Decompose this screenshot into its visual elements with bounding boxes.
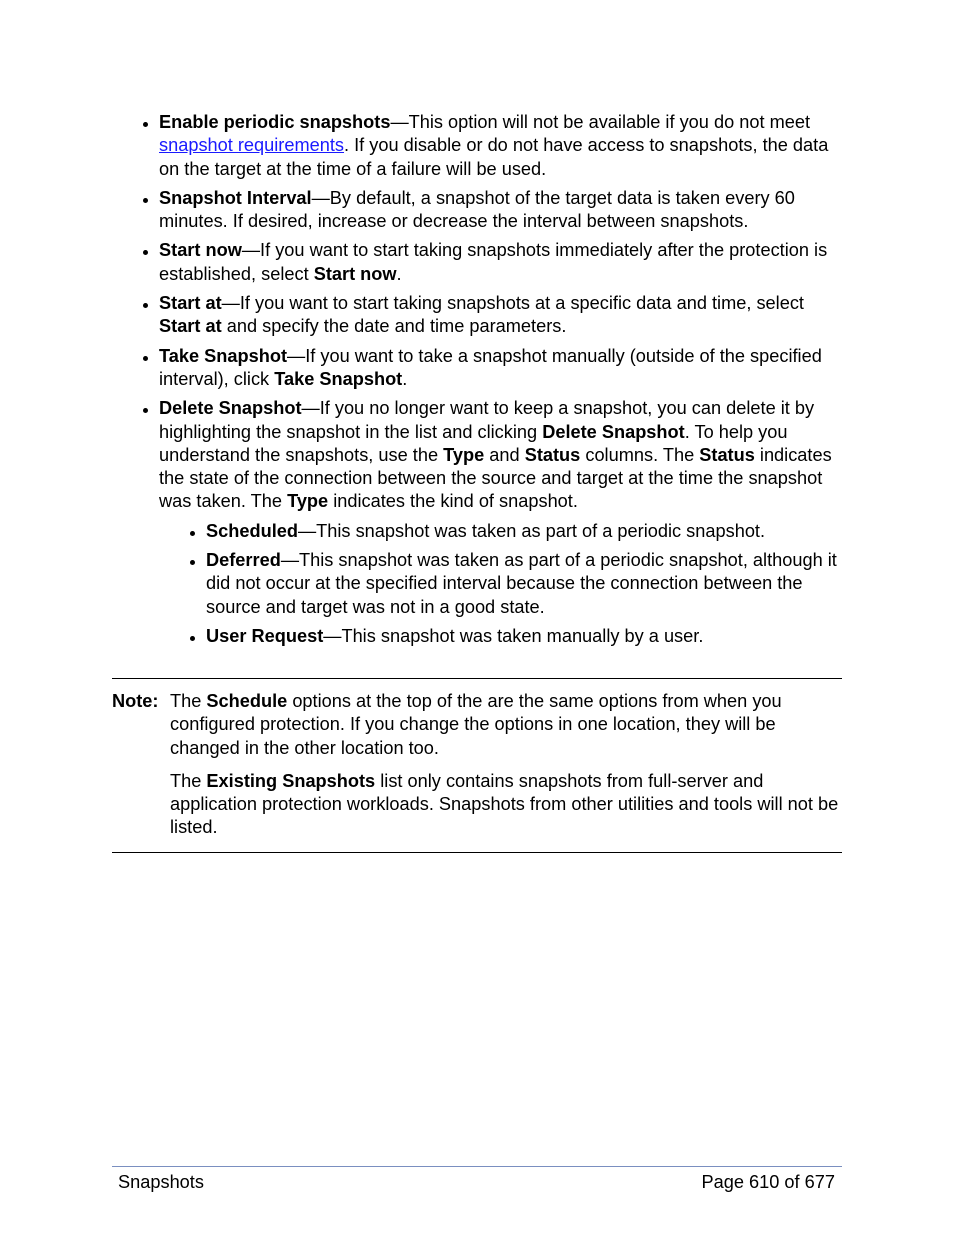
type-term: Deferred bbox=[206, 550, 281, 571]
option-bold: Start at bbox=[159, 316, 222, 337]
option-text: —This option will not be available if you do not meet bbox=[390, 112, 811, 132]
note-text: list only contains snapshots from full-server and application protection workloads. Snapshots from other utilities and tools will not be listed. bbox=[170, 770, 839, 838]
option-term: Snapshot Interval bbox=[159, 187, 312, 208]
list-item bbox=[159, 345, 849, 392]
note-text: options at the top of the are the same options from when you configured protection. If you change the options in one location, they will be changed in the other location too. bbox=[170, 691, 782, 758]
list-item bbox=[159, 111, 849, 181]
type-term: User Request bbox=[206, 625, 324, 646]
option-list bbox=[159, 111, 849, 654]
option-text: —If you want to start taking snapshots immediately after the protection is established, select bbox=[159, 240, 828, 284]
type-term: Scheduled bbox=[206, 520, 298, 541]
type-text: —This snapshot was taken manually by a user. bbox=[323, 625, 704, 646]
option-text: and specify the date and time parameters. bbox=[221, 316, 567, 337]
footer-divider bbox=[112, 1166, 842, 1167]
note-box bbox=[112, 690, 842, 850]
note-text: The bbox=[170, 691, 207, 711]
option-bold: Status bbox=[524, 444, 581, 465]
option-text: —If you want to take a snapshot manually (outside of the specified interval), click bbox=[159, 345, 822, 389]
note-bold: Existing Snapshots bbox=[206, 770, 376, 791]
option-text: . If you disable or do not have access to snapshots, the data on the target at the time of a failure will be used. bbox=[159, 135, 829, 179]
option-text: . To help you understand the snapshots, use the bbox=[159, 421, 788, 465]
note-text: The bbox=[170, 770, 207, 791]
option-text: indicates the state of the connection between the source and target at the time the snapshot was taken. The bbox=[159, 444, 832, 512]
option-text: indicates the kind of snapshot. bbox=[328, 491, 578, 512]
list-item bbox=[159, 397, 849, 648]
option-text: . bbox=[402, 368, 408, 389]
note-bottom-divider bbox=[112, 852, 842, 853]
note-label: Note: bbox=[112, 691, 159, 711]
option-bold: Delete Snapshot bbox=[542, 421, 685, 442]
option-text: and bbox=[484, 444, 525, 465]
option-term: Take Snapshot bbox=[159, 345, 288, 366]
option-term: Delete Snapshot bbox=[159, 398, 302, 419]
option-bold: Type bbox=[443, 444, 485, 465]
option-bold: Start now bbox=[313, 263, 397, 284]
option-text: —If you want to start taking snapshots at a specific data and time, select bbox=[221, 293, 804, 314]
option-term: Start at bbox=[159, 293, 222, 314]
option-bold: Take Snapshot bbox=[274, 368, 403, 389]
list-item bbox=[159, 239, 849, 286]
type-text: —This snapshot was taken as part of a periodic snapshot. bbox=[297, 520, 766, 541]
option-bold: Type bbox=[287, 491, 329, 512]
option-text: —If you no longer want to keep a snapshot, you can delete it by highlighting the snapshot in the list and clicking bbox=[159, 398, 815, 442]
note-body bbox=[170, 690, 842, 840]
list-item bbox=[159, 187, 849, 234]
option-text: —By default, a snapshot of the target data is taken every 60 minutes. If desired, increase or decrease the interval between snapshots. bbox=[159, 187, 795, 232]
note-paragraph bbox=[170, 690, 842, 760]
option-text: columns. The bbox=[580, 444, 700, 465]
footer-section-title: Snapshots bbox=[118, 1172, 204, 1192]
list-item bbox=[206, 520, 849, 543]
list-item bbox=[206, 625, 849, 648]
option-text: . bbox=[396, 263, 402, 284]
option-term: Enable periodic snapshots bbox=[159, 112, 391, 132]
note-paragraph bbox=[170, 770, 842, 840]
list-item bbox=[159, 292, 849, 339]
note-top-divider bbox=[112, 678, 842, 679]
list-item bbox=[206, 549, 849, 619]
snapshot-requirements-link[interactable]: snapshot requirements bbox=[159, 135, 345, 156]
option-bold: Status bbox=[699, 444, 755, 465]
type-text: —This snapshot was taken as part of a periodic snapshot, although it did not occur at the specified interval because the connection between the source and target was not in a good state. bbox=[206, 550, 837, 617]
snapshot-type-list bbox=[159, 520, 849, 648]
option-term: Start now bbox=[159, 240, 242, 261]
page-number: Page 610 of 677 bbox=[701, 1172, 835, 1192]
note-bold: Schedule bbox=[206, 691, 288, 711]
